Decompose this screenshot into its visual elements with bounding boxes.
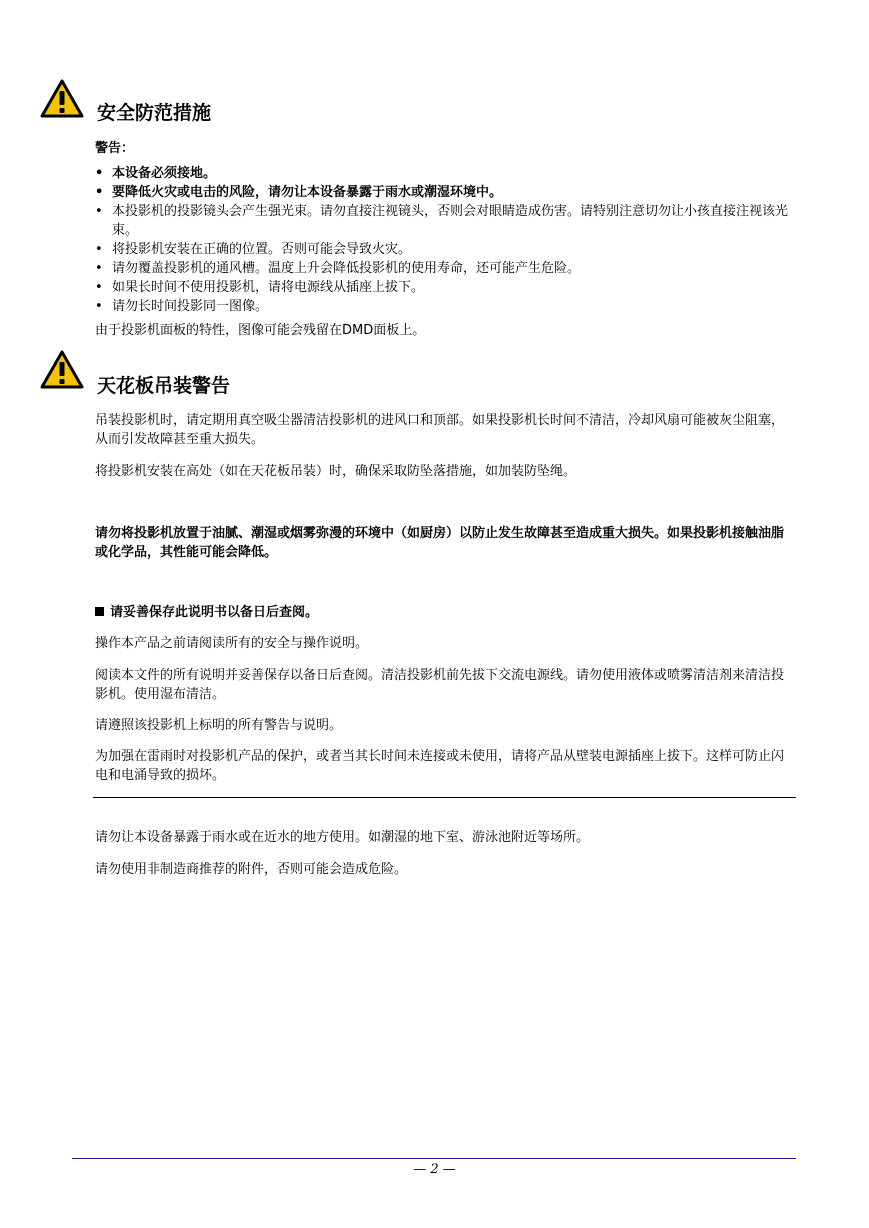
- warning-label: 警告：: [95, 141, 135, 156]
- list-item: • 请勿覆盖投影机的通风槽。温度上升会降低投影机的使用寿命，还可能产生危险。: [95, 259, 795, 278]
- list-item: • 本投影机的投影镜头会产生强光束。请勿直接注视镜头，否则会对眼睛造成伤害。请特别注意切勿让小孩直接注视该光束。: [95, 202, 795, 240]
- safety-bullet-list: [95, 164, 795, 316]
- instructions-paragraph-3: 请遵照该投影机上标明的所有警告与说明。: [95, 718, 343, 733]
- list-item: • 将投影机安装在正确的位置。否则可能会导致火灾。: [95, 240, 795, 259]
- footer-divider: [72, 1158, 796, 1159]
- instructions-paragraph-1: 操作本产品之前请阅读所有的安全与操作说明。: [95, 636, 369, 651]
- warning-icon: [40, 79, 84, 119]
- ceiling-bold-paragraph: 请勿将投影机放置于油腻、潮湿或烟雾弥漫的环境中（如厨房）以防止发生故障甚至造成重大损失。如果投影机接触油脂或化学品，其性能可能会降低。: [95, 526, 785, 560]
- list-item: • 要降低火灾或电击的风险，请勿让本设备暴露于雨水或潮湿环境中。: [95, 183, 795, 202]
- square-bullet-icon: [95, 607, 104, 616]
- keep-manual-heading: [95, 603, 785, 622]
- list-item: • 如果长时间不使用投影机，请将电源线从插座上拔下。: [95, 278, 795, 297]
- ceiling-paragraph-2: 将投影机安装在高处（如在天花板吊装）时，确保采取防坠落措施，如加装防坠绳。: [95, 464, 577, 479]
- section-divider: [93, 797, 796, 798]
- warning-icon: [40, 350, 84, 390]
- list-item: • 本设备必须接地。: [95, 164, 795, 183]
- keep-manual-heading-text: 请妥善保存此说明书以备日后查阅。: [110, 605, 319, 620]
- page-number: — 2 —: [413, 1162, 456, 1177]
- instructions-paragraph-4: 为加强在雷雨时对投影机产品的保护，或者当其长时间未连接或未使用，请将产品从壁装电源插座上拔下。这样可防止闪电和电涌导致的损坏。: [95, 749, 785, 783]
- water-warning-paragraph: 请勿让本设备暴露于雨水或在近水的地方使用。如潮湿的地下室、游泳池附近等场所。: [95, 830, 590, 845]
- instructions-paragraph-2: 阅读本文件的所有说明并妥善保存以备日后查阅。清洁投影机前先拔下交流电源线。请勿使用液体或喷雾清洁剂来清洁投影机。使用湿布清洁。: [95, 668, 785, 702]
- section-title-ceiling: 天花板吊装警告: [97, 375, 231, 397]
- list-item: • 请勿长时间投影同一图像。: [95, 297, 795, 316]
- accessory-warning-paragraph: 请勿使用非制造商推荐的附件，否则可能会造成危险。: [95, 862, 408, 877]
- ceiling-paragraph-1: 吊装投影机时，请定期用真空吸尘器清洁投影机的进风口和顶部。如果投影机长时间不清洁，冷却风扇可能被灰尘阻塞，从而引发故障甚至重大损失。: [95, 413, 785, 447]
- section-title-safety: 安全防范措施: [97, 102, 212, 124]
- dmd-note: 由于投影机面板的特性，图像可能会残留在DMD面板上。: [95, 323, 426, 338]
